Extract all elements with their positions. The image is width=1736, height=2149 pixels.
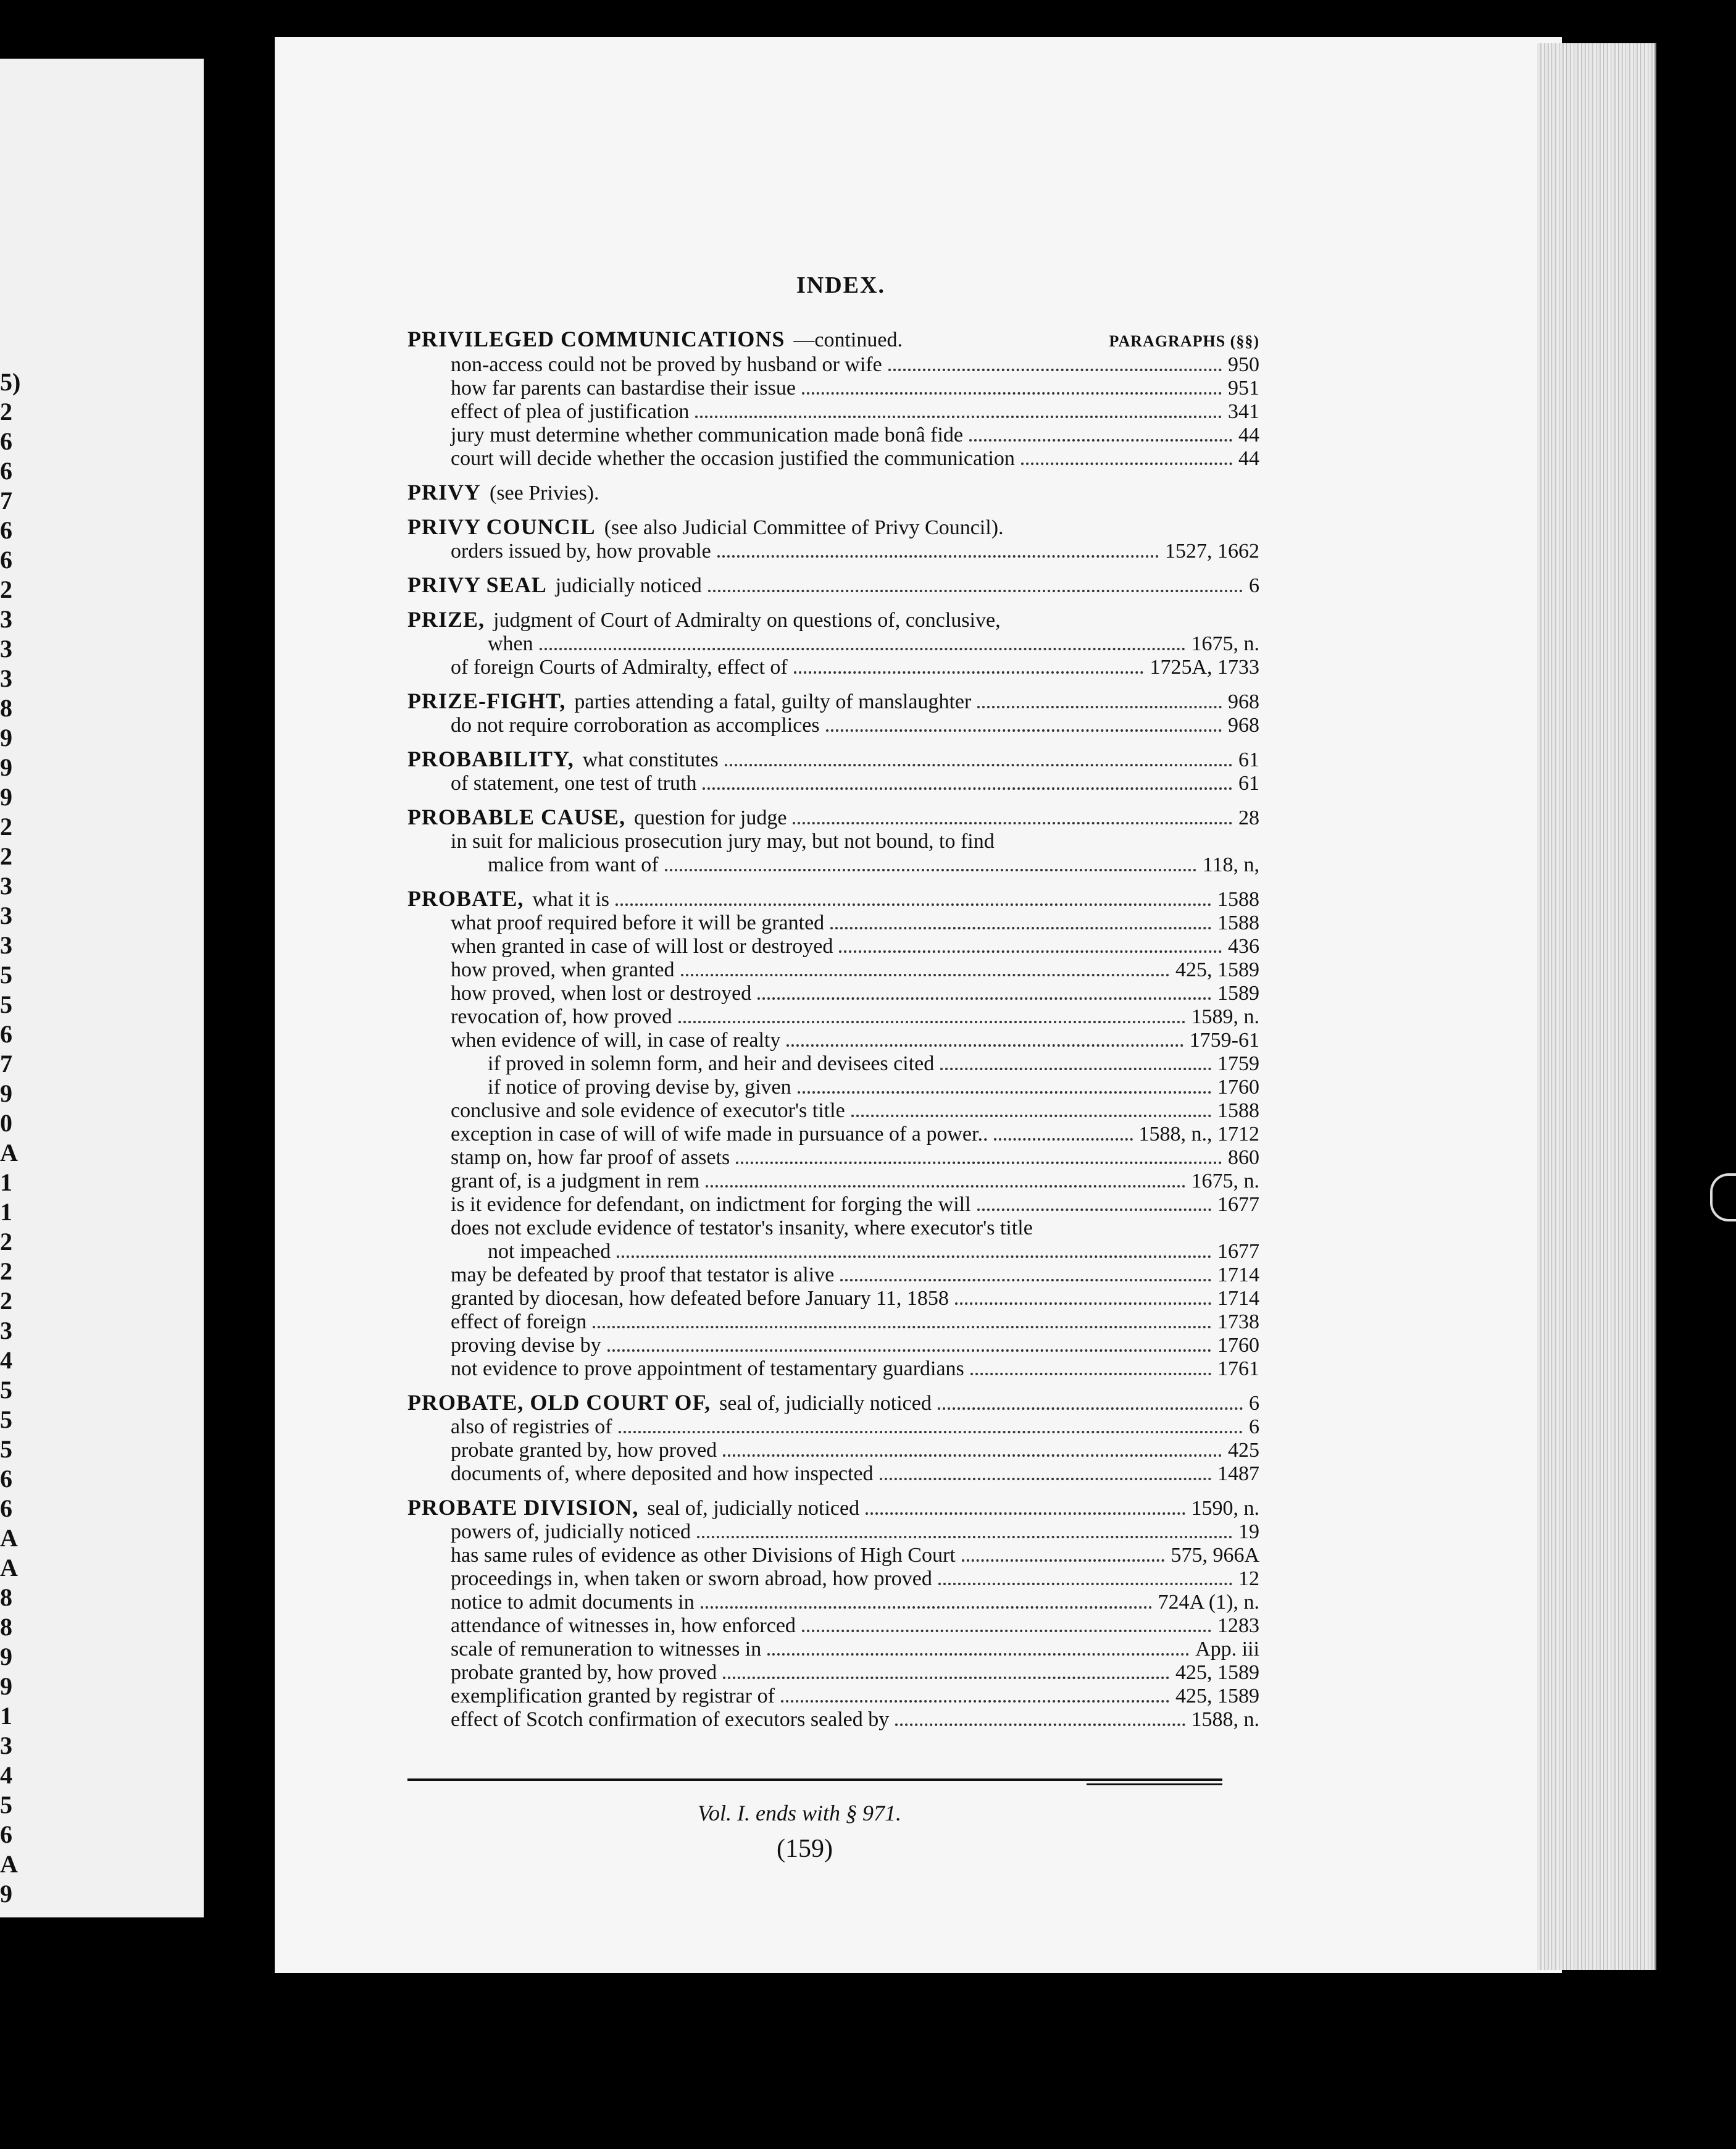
sub-entry-text: is it evidence for defendant, on indictment for forging the will: [451, 1193, 971, 1216]
margin-char: 6: [0, 427, 12, 455]
sub-entry-text: powers of, judicially noticed: [451, 1520, 691, 1543]
margin-char: 5): [0, 368, 21, 396]
index-entry-heading-row: [407, 480, 1259, 505]
index-entry-heading-row: [407, 747, 1259, 772]
margin-char: 8: [0, 1613, 12, 1641]
facing-page: [0, 59, 204, 1917]
dot-leader: [723, 1677, 1169, 1679]
sub-entry-text: when evidence of will, in case of realty: [451, 1029, 781, 1052]
entry-note: judicially noticed: [555, 574, 702, 597]
dot-leader: [708, 590, 1243, 592]
page-edges: [1537, 43, 1656, 1970]
margin-char: 4: [0, 1346, 12, 1374]
sub-entry-ref: 1675, n.: [1191, 1170, 1259, 1192]
dot-leader: [736, 1162, 1222, 1164]
sub-entry-row: [407, 1193, 1259, 1217]
sub-entry-row: [407, 1567, 1259, 1591]
sub-entry-text: stamp on, how far proof of assets: [451, 1146, 730, 1169]
page-number: (159): [777, 1835, 833, 1863]
dot-leader: [593, 1326, 1211, 1328]
index-entry: [407, 573, 1259, 598]
index-entry-heading-row: [407, 1391, 1259, 1415]
dot-leader: [757, 997, 1211, 1000]
sub-entry-row: [407, 1099, 1259, 1123]
entry-ref: 1588: [1217, 888, 1259, 911]
dot-leader: [725, 764, 1232, 766]
margin-char: 9: [0, 1079, 12, 1107]
sub-entry-row: [407, 1661, 1259, 1685]
sub-entry-text: of statement, one test of truth: [451, 772, 697, 795]
margin-char: A: [0, 1554, 18, 1581]
margin-char: 6: [0, 457, 12, 485]
index-entry-heading-row: [407, 573, 1259, 598]
sub-entry-row: [407, 400, 1259, 424]
dot-leader: [851, 1115, 1211, 1117]
margin-char: 9: [0, 1643, 12, 1670]
sub-entry-ref: 1714: [1217, 1263, 1259, 1286]
sub-entry-text: granted by diocesan, how defeated before January 11, 1858: [451, 1287, 949, 1310]
margin-char: 8: [0, 1583, 12, 1611]
entry-note: seal of, judicially noticed: [647, 1497, 860, 1520]
sub-entry-ref: 1588, n., 1712: [1138, 1123, 1259, 1146]
sub-entry-row: [407, 1310, 1259, 1334]
sub-entry-row: [407, 1146, 1259, 1170]
entry-heading: PRIVILEGED COMMUNICATIONS: [407, 327, 785, 351]
margin-char: 6: [0, 1020, 12, 1048]
sub-entry-text: not impeached: [488, 1240, 611, 1263]
margin-char: 3: [0, 635, 12, 663]
sub-entry-ref: 1714: [1217, 1287, 1259, 1310]
sub-entry-ref: 951: [1228, 377, 1259, 400]
sub-entry-row: [407, 353, 1259, 377]
sub-entry-ref: 12: [1238, 1567, 1259, 1590]
dot-leader: [697, 1536, 1232, 1538]
sub-entry-text: effect of Scotch confirmation of executors sealed by: [451, 1708, 890, 1731]
sub-entry-row: [407, 958, 1259, 982]
margin-char: A: [0, 1139, 18, 1167]
sub-entry-row: [407, 1415, 1259, 1439]
sub-entry-ref: App. iii: [1195, 1638, 1259, 1661]
margin-char: 0: [0, 1109, 12, 1137]
sub-entry-row: [407, 853, 1259, 877]
dot-leader: [830, 927, 1211, 929]
entry-note: what it is: [532, 888, 610, 911]
sub-entry-row: [407, 1170, 1259, 1193]
entry-heading: PRIZE-FIGHT,: [407, 689, 566, 713]
sub-entry-text: effect of plea of justification: [451, 400, 690, 423]
entry-ref: 28: [1238, 806, 1259, 829]
sub-entry-ref: 1283: [1217, 1614, 1259, 1637]
sub-entry-row: [407, 540, 1259, 563]
dot-leader: [895, 1724, 1185, 1726]
bottom-rule: [407, 1778, 1222, 1781]
page-header: INDEX.: [796, 272, 885, 298]
dot-leader: [793, 822, 1232, 824]
sub-entry-text: proving devise by: [451, 1334, 601, 1357]
sub-entry-text: has same rules of evidence as other Divisions of High Court: [451, 1544, 956, 1567]
sub-entry-text: exception in case of will of wife made in pursuance of a power..: [451, 1123, 988, 1146]
margin-char: 3: [0, 664, 12, 692]
sub-entry-text: effect of foreign: [451, 1310, 587, 1333]
sub-entry-text: probate granted by, how proved: [451, 1661, 717, 1684]
sub-entry-row: [407, 1052, 1259, 1076]
sub-entry-ref: 1677: [1217, 1240, 1259, 1263]
margin-char: 3: [0, 902, 12, 929]
sub-entry-ref: 44: [1238, 447, 1259, 470]
index-entry: [407, 480, 1259, 505]
entry-note: question for judge: [634, 806, 787, 829]
dot-leader: [678, 1021, 1185, 1023]
dot-leader: [617, 1255, 1211, 1258]
margin-char: 2: [0, 576, 12, 603]
sub-entry-ref: 1487: [1217, 1462, 1259, 1485]
entry-heading: PROBABILITY,: [407, 747, 574, 771]
sub-entry-ref: 1675, n.: [1191, 632, 1259, 655]
sub-entry-ref: 1527, 1662: [1165, 540, 1259, 563]
sub-entry-row: [407, 1123, 1259, 1146]
margin-char: 3: [0, 872, 12, 900]
sub-entry-text: when granted in case of will lost or destroyed: [451, 935, 833, 958]
sub-entry-text: probate granted by, how proved: [451, 1439, 717, 1462]
index-entry: [407, 747, 1259, 795]
sub-entry-text: notice to admit documents in: [451, 1591, 695, 1614]
margin-char: 7: [0, 487, 12, 514]
sub-entry-ref: 1725A, 1733: [1150, 656, 1259, 679]
index-entry: [407, 515, 1259, 563]
margin-char: 8: [0, 694, 12, 722]
sub-entry-row: [407, 377, 1259, 400]
sub-entry-ref: 19: [1238, 1520, 1259, 1543]
margin-char: 6: [0, 1820, 12, 1848]
margin-char: 9: [0, 1880, 12, 1908]
dot-leader: [717, 555, 1159, 558]
margin-char: 6: [0, 546, 12, 574]
dot-leader: [994, 1138, 1132, 1141]
sub-entry-ref: 724A (1), n.: [1158, 1591, 1259, 1614]
sub-entry-ref: 436: [1228, 935, 1259, 958]
sub-entry-row: [407, 447, 1259, 471]
margin-char: 1: [0, 1168, 12, 1196]
dot-leader: [938, 1583, 1232, 1585]
sub-entry-row: [407, 1263, 1259, 1287]
sub-entry-text: how far parents can bastardise their issue: [451, 377, 796, 400]
margin-char: 2: [0, 1257, 12, 1285]
sub-entry-text: orders issued by, how provable: [451, 540, 711, 563]
dot-leader: [970, 1373, 1211, 1375]
entry-note: —continued.: [793, 329, 903, 351]
sub-entry-ref: 1738: [1217, 1310, 1259, 1333]
sub-entry-text: how proved, when lost or destroyed: [451, 982, 752, 1005]
entry-ref: 968: [1228, 690, 1259, 713]
sub-entry-text: malice from want of: [488, 853, 659, 876]
sub-entry-text: proceedings in, when taken or sworn abroad, how proved: [451, 1567, 932, 1590]
dot-leader: [706, 1185, 1185, 1188]
sub-entry-row: [407, 1520, 1259, 1544]
margin-char: 5: [0, 1405, 12, 1433]
sub-entry-ref: 6: [1249, 1415, 1259, 1438]
index-entry: [407, 1496, 1259, 1732]
bottom-rule-short: [1087, 1783, 1222, 1785]
sub-entry-text: scale of remuneration to witnesses in: [451, 1638, 762, 1661]
margin-char: 2: [0, 1287, 12, 1315]
entry-note: (see also Judicial Committee of Privy Council).: [604, 516, 1004, 539]
sub-entry-ref: 341: [1228, 400, 1259, 423]
sub-entry-ref: 1760: [1217, 1334, 1259, 1357]
sub-entry-text: court will decide whether the occasion justified the communication: [451, 447, 1015, 470]
dot-leader: [839, 950, 1222, 953]
dot-leader: [955, 1302, 1211, 1305]
entry-heading: PROBATE, OLD COURT OF,: [407, 1390, 711, 1415]
sub-entry-ref: 1589: [1217, 982, 1259, 1005]
entry-heading: PRIVY SEAL: [407, 572, 547, 597]
entry-note: parties attending a fatal, guilty of manslaughter: [574, 690, 972, 713]
sub-entry-ref: 1588: [1217, 911, 1259, 934]
margin-char: 2: [0, 842, 12, 870]
paragraphs-label: PARAGRAPHS (§§): [1109, 332, 1259, 350]
index-entry-heading-row: [407, 608, 1259, 632]
sub-entry-ref: 968: [1228, 714, 1259, 737]
sub-entry-ref: 425, 1589: [1175, 1661, 1259, 1684]
dot-leader: [802, 392, 1222, 395]
sub-entry-ref: 425: [1228, 1439, 1259, 1462]
margin-char: 3: [0, 931, 12, 959]
sub-entry-row: [407, 714, 1259, 737]
margin-char: 2: [0, 1228, 12, 1255]
margin-char: 3: [0, 605, 12, 633]
margin-char: 9: [0, 1672, 12, 1700]
entry-heading: PROBABLE CAUSE,: [407, 805, 626, 829]
sub-entry-ref: 1677: [1217, 1193, 1259, 1216]
sub-entry-ref: 44: [1238, 424, 1259, 446]
sub-entry-row: [407, 1439, 1259, 1462]
sub-entry-row: [407, 1685, 1259, 1708]
sub-entry-row: [407, 424, 1259, 447]
sub-entry-row: [407, 1076, 1259, 1099]
dot-leader: [701, 1606, 1152, 1609]
dot-leader: [540, 648, 1185, 650]
sub-entry-text: jury must determine whether communication made bonâ fide: [451, 424, 963, 446]
margin-char: 7: [0, 1050, 12, 1078]
sub-entry-row: [407, 1357, 1259, 1381]
margin-char: 4: [0, 1761, 12, 1789]
dot-leader: [866, 1512, 1185, 1515]
sub-entry-row: [407, 1544, 1259, 1567]
index-entry-heading-row: [407, 1496, 1259, 1520]
sub-entry-row: [407, 1287, 1259, 1310]
entry-heading: PROBATE,: [407, 886, 524, 911]
index-entry-heading-row: [407, 515, 1259, 540]
sub-entry-row: [407, 935, 1259, 958]
sub-entry-row: [407, 911, 1259, 935]
sub-entry-ref: 1761: [1217, 1357, 1259, 1380]
index-entry: [407, 608, 1259, 679]
index-entry-heading-row: [407, 689, 1259, 714]
margin-char: 3: [0, 1317, 12, 1344]
dot-leader: [619, 1431, 1243, 1433]
margin-char: 3: [0, 1732, 12, 1759]
dot-leader: [781, 1700, 1169, 1703]
dot-leader: [787, 1044, 1183, 1047]
sub-entry-text: if proved in solemn form, and heir and devisees cited: [488, 1052, 935, 1075]
dot-leader: [977, 1209, 1211, 1211]
sub-entry-row: [407, 632, 1259, 656]
sub-entry-text: when: [488, 632, 533, 655]
margin-char: A: [0, 1524, 18, 1552]
margin-char: 1: [0, 1702, 12, 1730]
dot-leader: [665, 869, 1196, 871]
sub-entry-text: non-access could not be proved by husband or wife: [451, 353, 882, 376]
sub-entry-ref: 1589, n.: [1191, 1005, 1259, 1028]
sub-entry-text: exemplification granted by registrar of: [451, 1685, 775, 1707]
margin-char: 5: [0, 1435, 12, 1463]
sub-entry-text: conclusive and sole evidence of executor's title: [451, 1099, 845, 1122]
sub-entry-text: revocation of, how proved: [451, 1005, 672, 1028]
sub-entry-row: [407, 1591, 1259, 1614]
dot-leader: [802, 1630, 1211, 1632]
scanner-clip-mark: [1710, 1173, 1736, 1221]
entry-note: (see Privies).: [490, 482, 599, 505]
dot-leader: [681, 974, 1169, 976]
sub-entry-row: [407, 772, 1259, 795]
sub-entry-ref: 860: [1228, 1146, 1259, 1169]
sub-entry-row: [407, 656, 1259, 679]
margin-char: 9: [0, 753, 12, 781]
sub-entry-row: [407, 1005, 1259, 1029]
entry-heading: PROBATE DIVISION,: [407, 1495, 639, 1520]
index-entry-heading-row: [407, 327, 1259, 353]
dot-leader: [616, 903, 1211, 906]
sub-entry-row: [407, 1614, 1259, 1638]
sub-entry-text: what proof required before it will be granted: [451, 911, 825, 934]
sub-entry-row: [407, 1708, 1259, 1732]
sub-entry-row: [407, 982, 1259, 1005]
sub-entry-text: may be defeated by proof that testator is alive: [451, 1263, 835, 1286]
dot-leader: [767, 1653, 1189, 1656]
sub-entry-ref: 1588: [1217, 1099, 1259, 1122]
index-list: [407, 327, 1259, 1741]
sub-entry-text: documents of, where deposited and how inspected: [451, 1462, 874, 1485]
dot-leader: [607, 1349, 1211, 1352]
margin-char: 9: [0, 724, 12, 752]
sub-entry-ref: 950: [1228, 353, 1259, 376]
sub-entry-text: if notice of proving devise by, given: [488, 1076, 791, 1099]
dot-leader: [798, 1091, 1211, 1094]
dot-leader: [794, 671, 1144, 674]
sub-entry-text: does not exclude evidence of testator's insanity, where executor's title: [451, 1217, 1033, 1239]
dot-leader: [695, 416, 1222, 418]
dot-leader: [977, 706, 1222, 708]
sub-entry-text: also of registries of: [451, 1415, 612, 1438]
sub-entry-ref: 1760: [1217, 1076, 1259, 1099]
dot-leader: [880, 1478, 1211, 1480]
index-entry: [407, 887, 1259, 1381]
dot-leader: [723, 1454, 1222, 1457]
index-entry: [407, 805, 1259, 877]
sub-entry-text: in suit for malicious prosecution jury may, but not bound, to find: [451, 830, 995, 853]
margin-char: 2: [0, 398, 12, 425]
dot-leader: [703, 787, 1232, 790]
sub-entry-row: [407, 1334, 1259, 1357]
sub-entry-ref: 61: [1238, 772, 1259, 795]
sub-entry-ref: 425, 1589: [1175, 1685, 1259, 1707]
entry-heading: PRIVY: [407, 480, 481, 505]
sub-entry-ref: 425, 1589: [1175, 958, 1259, 981]
margin-char: A: [0, 1850, 18, 1878]
sub-entry-ref: 1759-61: [1189, 1029, 1259, 1052]
sub-entry-row: [407, 1240, 1259, 1263]
sub-entry-ref: 1588, n.: [1191, 1708, 1259, 1731]
dot-leader: [1021, 463, 1232, 465]
sub-entry-text: how proved, when granted: [451, 958, 675, 981]
volume-footer: Vol. I. ends with § 971.: [698, 1801, 901, 1825]
sub-entry-ref: 575, 966A: [1171, 1544, 1259, 1567]
margin-char: 9: [0, 783, 12, 811]
margin-char: 6: [0, 1465, 12, 1493]
margin-char: 1: [0, 1198, 12, 1226]
margin-char: 5: [0, 961, 12, 989]
sub-entry-text: of foreign Courts of Admiralty, effect of: [451, 656, 788, 679]
margin-char: 5: [0, 1791, 12, 1819]
sub-entry-row: [407, 830, 1259, 853]
dot-leader: [969, 439, 1232, 442]
sub-entry-row: [407, 1462, 1259, 1486]
sub-entry-row: [407, 1638, 1259, 1661]
dot-leader: [840, 1279, 1211, 1281]
dot-leader: [962, 1559, 1165, 1562]
entry-note: what constitutes: [582, 748, 719, 771]
index-entry-heading-row: [407, 805, 1259, 830]
margin-char: 6: [0, 516, 12, 544]
index-entry: [407, 1391, 1259, 1486]
entry-ref: 6: [1249, 1392, 1259, 1415]
margin-char: 2: [0, 813, 12, 840]
entry-note: judgment of Court of Admiralty on questions of, conclusive,: [493, 609, 1001, 632]
sub-entry-row: [407, 1029, 1259, 1052]
dot-leader: [888, 369, 1222, 371]
margin-char: 6: [0, 1494, 12, 1522]
dot-leader: [826, 729, 1222, 732]
index-entry: [407, 327, 1259, 471]
entry-ref: 6: [1249, 574, 1259, 597]
index-entry-heading-row: [407, 887, 1259, 911]
entry-heading: PRIZE,: [407, 607, 485, 632]
sub-entry-text: not evidence to prove appointment of testamentary guardians: [451, 1357, 964, 1380]
index-entry: [407, 689, 1259, 737]
sub-entry-text: grant of, is a judgment in rem: [451, 1170, 700, 1192]
margin-char: 5: [0, 991, 12, 1018]
entry-ref: 61: [1238, 748, 1259, 771]
sub-entry-text: attendance of witnesses in, how enforced: [451, 1614, 796, 1637]
dot-leader: [940, 1068, 1211, 1070]
sub-entry-row: [407, 1217, 1259, 1240]
sub-entry-text: do not require corroboration as accomplices: [451, 714, 820, 737]
dot-leader: [938, 1407, 1243, 1410]
sub-entry-ref: 118, n,: [1202, 853, 1259, 876]
sub-entry-ref: 1759: [1217, 1052, 1259, 1075]
entry-note: seal of, judicially noticed: [719, 1392, 932, 1415]
entry-ref: 1590, n.: [1191, 1497, 1259, 1520]
entry-heading: PRIVY COUNCIL: [407, 514, 596, 539]
margin-char: 5: [0, 1376, 12, 1404]
